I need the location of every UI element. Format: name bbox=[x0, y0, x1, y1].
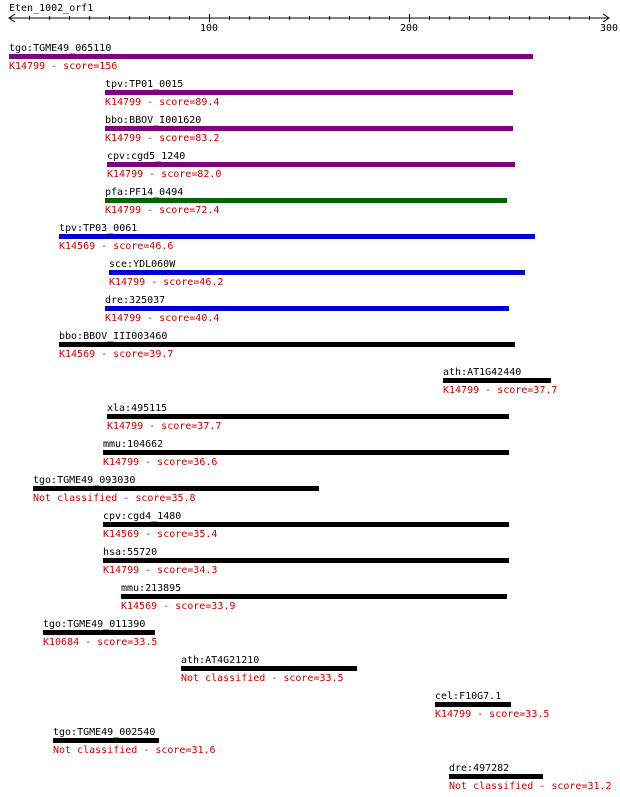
hit-row bbox=[181, 655, 357, 684]
hit-row bbox=[121, 583, 507, 612]
hit-name: bbo:BBOV_I001620 bbox=[105, 115, 202, 126]
hit-name: tpv:TP01_0015 bbox=[105, 79, 184, 90]
hit-row bbox=[435, 691, 549, 720]
hit-row bbox=[43, 619, 157, 648]
hit-row bbox=[53, 727, 216, 756]
hit-name: tgo:TGME49_011390 bbox=[43, 619, 146, 630]
hit-row bbox=[59, 331, 515, 360]
hit-name: tgo:TGME49_002540 bbox=[53, 727, 156, 738]
hit-bar bbox=[121, 594, 507, 599]
ruler-tick-label: 300 bbox=[599, 23, 619, 34]
hit-row bbox=[107, 403, 509, 432]
hit-score: K14799 - score=72.4 bbox=[105, 205, 220, 216]
hit-row bbox=[9, 43, 533, 72]
hit-score: K14799 - score=33.5 bbox=[435, 709, 550, 720]
hit-bar bbox=[109, 270, 525, 275]
hit-score: K14569 - score=39.7 bbox=[59, 349, 174, 360]
hit-bar bbox=[59, 342, 515, 347]
hit-bar bbox=[103, 558, 509, 563]
hit-bar bbox=[59, 234, 535, 239]
hit-name: ath:AT1G42440 bbox=[443, 367, 522, 378]
hit-score: Not classified - score=31.6 bbox=[53, 745, 216, 756]
hit-score: Not classified - score=33.5 bbox=[181, 673, 344, 684]
hit-row bbox=[33, 475, 319, 504]
hit-bar bbox=[53, 738, 159, 743]
hit-bar bbox=[103, 450, 509, 455]
hit-row bbox=[109, 259, 525, 288]
hit-bar bbox=[449, 774, 543, 779]
query-name: Eten_1002_orf1 bbox=[9, 3, 94, 14]
hit-row bbox=[443, 367, 557, 396]
hit-bar bbox=[9, 54, 533, 59]
hit-bar bbox=[107, 162, 515, 167]
hit-bar bbox=[105, 90, 513, 95]
hit-score: K14569 - score=46.6 bbox=[59, 241, 174, 252]
hit-name: hsa:55720 bbox=[103, 547, 158, 558]
hit-name: dre:497282 bbox=[449, 763, 510, 774]
hit-bar bbox=[105, 126, 513, 131]
hit-bar bbox=[107, 414, 509, 419]
ruler-tick-label: 100 bbox=[199, 23, 219, 34]
hit-name: tgo:TGME49_093030 bbox=[33, 475, 136, 486]
hit-name: mmu:213895 bbox=[121, 583, 182, 594]
hit-row bbox=[449, 763, 612, 792]
hit-score: K14799 - score=40.4 bbox=[105, 313, 220, 324]
hit-name: tpv:TP03_0061 bbox=[59, 223, 138, 234]
hit-bar bbox=[43, 630, 155, 635]
hit-bar bbox=[105, 198, 507, 203]
hit-bar bbox=[181, 666, 357, 671]
hit-row bbox=[105, 79, 513, 108]
hit-score: Not classified - score=35.8 bbox=[33, 493, 196, 504]
hit-score: K14799 - score=156 bbox=[9, 61, 118, 72]
hit-row bbox=[103, 439, 509, 468]
hit-name: cel:F10G7.1 bbox=[435, 691, 502, 702]
hit-bar bbox=[103, 522, 509, 527]
hit-name: xla:495115 bbox=[107, 403, 168, 414]
hit-score: K14799 - score=83.2 bbox=[105, 133, 220, 144]
hit-name: bbo:BBOV_III003460 bbox=[59, 331, 168, 342]
hit-score: K14569 - score=35.4 bbox=[103, 529, 218, 540]
hit-score: K14799 - score=37.7 bbox=[107, 421, 222, 432]
hit-score: K14799 - score=34.3 bbox=[103, 565, 218, 576]
hit-name: tgo:TGME49_065110 bbox=[9, 43, 112, 54]
hit-name: cpv:cgd5_1240 bbox=[107, 151, 186, 162]
hit-bar bbox=[33, 486, 319, 491]
hit-bar bbox=[443, 378, 551, 383]
hit-name: mmu:104662 bbox=[103, 439, 164, 450]
hit-name: pfa:PF14_0494 bbox=[105, 187, 184, 198]
hit-score: K14799 - score=46.2 bbox=[109, 277, 224, 288]
hit-bar bbox=[435, 702, 511, 707]
hit-score: K14799 - score=37.7 bbox=[443, 385, 558, 396]
hit-row bbox=[107, 151, 515, 180]
hit-name: sce:YDL060W bbox=[109, 259, 176, 270]
hit-bar bbox=[105, 306, 509, 311]
hit-name: dre:325037 bbox=[105, 295, 166, 306]
hit-row bbox=[105, 115, 513, 144]
ruler-tick-label: 200 bbox=[399, 23, 419, 34]
hit-name: ath:AT4G21210 bbox=[181, 655, 260, 666]
hit-score: Not classified - score=31.2 bbox=[449, 781, 612, 792]
hit-score: K10684 - score=33.5 bbox=[43, 637, 158, 648]
hit-row bbox=[103, 511, 509, 540]
hit-score: K14569 - score=33.9 bbox=[121, 601, 236, 612]
hit-row bbox=[103, 547, 509, 576]
hit-score: K14799 - score=89.4 bbox=[105, 97, 220, 108]
hit-row bbox=[105, 295, 509, 324]
hit-row bbox=[59, 223, 535, 252]
hit-name: cpv:cgd4_1480 bbox=[103, 511, 182, 522]
hit-score: K14799 - score=82.0 bbox=[107, 169, 222, 180]
hit-score: K14799 - score=36.6 bbox=[103, 457, 218, 468]
hit-row bbox=[105, 187, 507, 216]
